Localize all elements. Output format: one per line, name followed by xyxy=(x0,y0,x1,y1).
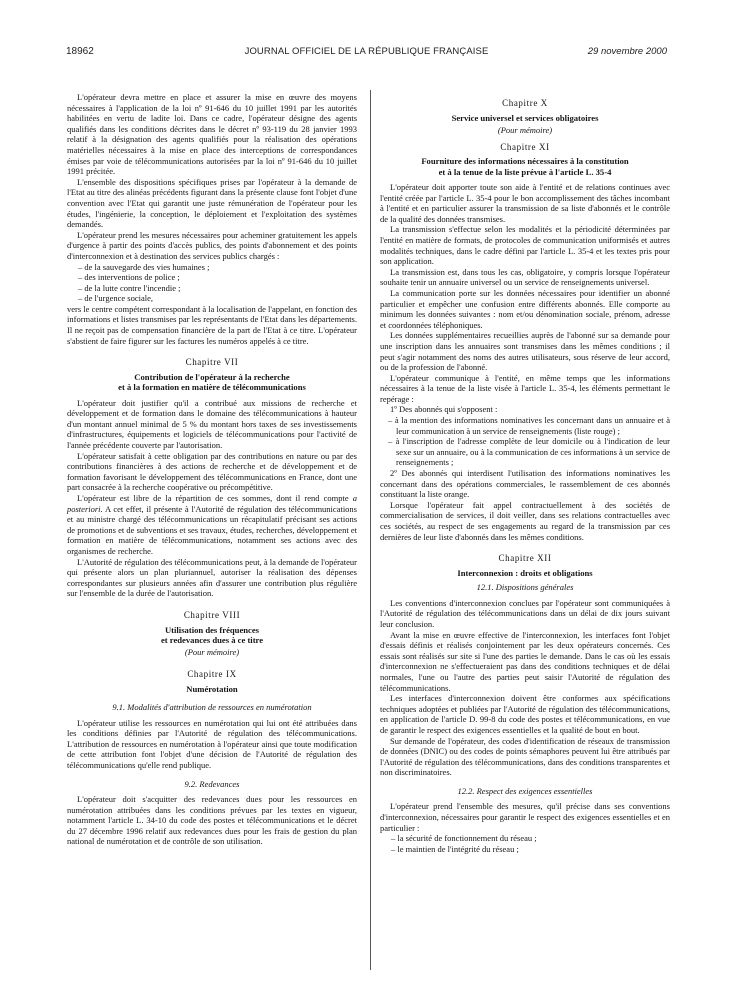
paragraph: L'opérateur devra mettre en place et assurer la mise en œuvre des moyens nécessaires à l'application de la loi nº 91-646 du 10 juillet 1991 par les autorités habilitées en vertu de ladite loi. Dans ce cadre, l'opérateur désigne des agents qualifiés dans les conditions décrites dans le décret nº 93-119 du 28 janvier 1993 relatif à la désignation des agents qualifiés pour la réalisation des opérations matérielles nécessaires à la mise en place des interceptions de correspondances émises par voie de télécommunications autorisées par la loi nº 91-646 du 10 juillet 1991 précitée. xyxy=(67,92,357,177)
publication-date: 29 novembre 2000 xyxy=(587,46,667,57)
paragraph: Avant la mise en œuvre effective de l'interconnexion, les interfaces font l'objet d'essais définis et réalisés conjointement par les deux opérateurs concernés. Ces essais sont réalisés sur site si l'une des parties le demande. Dans le cas où les essais d'interconnexion ne s'effectueraient pas dans des conditions techniques et de délai normales, l'une ou l'autre des parties peut saisir l'Autorité de régulation des télécommunications. xyxy=(380,629,670,693)
paragraph xyxy=(67,493,357,557)
chapter-title: Contribution de l'opérateur à la recherche xyxy=(134,371,290,382)
chapter-label: Chapitre XI xyxy=(500,141,550,152)
list-item: – à la mention des informations nominatives les concernant dans un annuaire et à leur communication à un service de renseignements (liste rouge) ; xyxy=(388,415,670,436)
chapter-title: Interconnexion : droits et obligations xyxy=(457,567,593,578)
chapter-title: et à la formation en matière de télécommunications xyxy=(118,382,306,393)
section-number: 12.1. xyxy=(476,582,494,593)
paragraph: L'opérateur doit apporter toute son aide à l'entité et de relations continues avec l'entité créée par l'article L. 35-4 pour le bon accomplissement des tâches incombant à l'entité et en particulier assurer la transmission de sa liste d'abonnés et le contrôle de la qualité des données transmises. xyxy=(380,182,670,224)
paragraph: Les conventions d'interconnexion conclues par l'opérateur sont communiquées à l'Autorité de régulation des télécommunications dans un délai de dix jours suivant leur conclusion. xyxy=(380,597,670,629)
paragraph: L'Autorité de régulation des télécommunications peut, à la demande de l'opérateur qui présente alors un plan pluriannuel, autoriser la réalisation des dépenses correspondantes sur plusieurs années afin d'assurer une contribution plus régulière sur l'ensemble de la durée de l'autorisation. xyxy=(67,556,357,599)
section-heading xyxy=(380,582,670,593)
paragraph: L'opérateur communique à l'entité, en même temps que les informations nécessaires à la tenue de la liste visée à l'article L. 35-4, les éléments permettant le repérage : xyxy=(380,372,670,404)
chapter-label: Chapitre XII xyxy=(498,553,552,564)
list-item: – de la lutte contre l'incendie ; xyxy=(78,282,181,293)
page-number: 18962 xyxy=(66,46,94,57)
memo-note: (Pour mémoire) xyxy=(497,125,553,135)
section-number: 12.2. xyxy=(457,785,475,796)
italic-text: a posteriori xyxy=(67,493,357,514)
paragraph: L'opérateur utilise les ressources en numérotation qui lui ont été attribuées dans les conditions définies par l'Autorité de régulation des télécommunications. L'attribution de ressources en numérotation à l'opérateur ainsi que toute modification de cette attribution font l'objet d'une décision de l'Autorité de régulation des télécommunications qu'elle rend publique. xyxy=(67,717,357,770)
paragraph: L'opérateur prend l'ensemble des mesures, qu'il précise dans ses conventions d'interconnexion, nécessaires pour garantir le respect des exigences essentielles et en particulier : xyxy=(380,801,670,833)
paragraph: Les interfaces d'interconnexion doivent être conformes aux spécifications techniques adoptées et publiées par l'Autorité de régulation des télécommunications, en application de l'article D. 99-8 du code des postes et télécommunications, en vue de garantir le respect des exigences essentielles et la qualité de bout en bout. xyxy=(380,693,670,735)
list-item: – le maintien de l'intégrité du réseau ; xyxy=(391,843,519,854)
paragraph: La communication porte sur les données nécessaires pour identifier un abonné particulier et empêcher une confusion entre différents abonnés. Elle comporte au minimum les données suivantes : nom et/ou dénomination sociale, prénom, adresse et coordonnées téléphoniques. xyxy=(380,287,670,330)
text-run: L'opérateur est libre de la répartition de ces sommes, dont il rend compte xyxy=(77,493,353,503)
chapter-label: Chapitre IX xyxy=(187,668,237,679)
page-header xyxy=(66,46,667,60)
section-number: 9.2. xyxy=(184,778,198,789)
paragraph: Sur demande de l'opérateur, des codes d'identification de réseaux de transmission de données (DNIC) ou des codes de points sémaphores peuvent lui être attribués par l'Autorité de régulation des télécommunications, dans des conditions transparentes et non discriminatoires. xyxy=(380,735,670,778)
left-column xyxy=(67,92,357,847)
section-number: 9.1. xyxy=(112,701,126,712)
section-title: Modalités d'attribution de ressources en numérotation xyxy=(127,701,312,712)
chapter-title: Service universel et services obligatoires xyxy=(451,112,599,123)
paragraph: vers le centre compétent correspondant à la localisation de l'appelant, en fonction des informations et listes transmises par les représentants de l'Etat dans les départements. Il ne reçoit pas de compensation financière de la part de l'Etat à ce titre. L'opérateur s'abstient de faire figurer sur les factures les numéros appelés à ce titre. xyxy=(67,303,357,346)
paragraph: La transmission est, dans tous les cas, obligatoire, y compris lorsque l'opérateur souhaite tenir un annuaire universel ou un service de renseignements universel. xyxy=(380,266,670,288)
chapter-label: Chapitre VIII xyxy=(183,609,241,620)
paragraph: Les données supplémentaires recueillies auprès de l'abonné sur sa demande pour une inscription dans les annuaires sont transmises dans les mêmes conditions ; il peut s'agir notamment des noms des autres utilisateurs, sous réserve de leur accord, ou de la profession de l'abonné. xyxy=(380,330,670,373)
chapter-title: et redevances dues à ce titre xyxy=(160,634,264,645)
section-title: Redevances xyxy=(199,778,240,789)
section-heading xyxy=(67,702,357,713)
text-run: . A cet effet, il présente à l'Autorité de régulation des télécommunications et au ministre chargé des télécommunications un récapitulatif précisant ses actions de promotions et de subventions et ses travaux, études, recherches, développement et formation en matière de télécommunications, notamment ses actions avec des organismes de recherche. xyxy=(67,503,357,556)
list-item: – de l'urgence sociale, xyxy=(78,293,154,304)
paragraph: Lorsque l'opérateur fait appel contractuellement à des sociétés de commercialisation de services, il doit veiller, dans ses relations contractuelles avec ces sociétés, au respect de ses engagements au regard de la transmission par ces dernières de leur liste d'abonnés dans les mêmes conditions. xyxy=(380,499,670,542)
paragraph: L'opérateur prend les mesures nécessaires pour acheminer gratuitement les appels d'urgence à partir des points d'accès publics, des points d'abonnement et des points d'interconnexion et à destination des services publics chargés : xyxy=(67,229,357,261)
chapter-label: Chapitre X xyxy=(502,98,548,108)
right-column xyxy=(380,92,670,854)
list-item: – de la sauvegarde des vies humaines ; xyxy=(78,261,210,272)
section-title: Respect des exigences essentielles xyxy=(476,785,593,796)
chapter-title: et à la tenue de la liste prévue à l'article L. 35-4 xyxy=(438,166,612,177)
paragraph: 2º Des abonnés qui interdisent l'utilisation des informations nominatives les concernant dans des opérations commerciales, le rassemblement de ces abonnés constituant la liste orange. xyxy=(380,468,670,500)
chapter-title: Utilisation des fréquences xyxy=(164,624,260,635)
paragraph: L'ensemble des dispositions spécifiques prises par l'opérateur à la demande de l'Etat au titre des alinéas précédents figurant dans la présente clause font l'objet d'une convention avec l'Etat qui garantit une juste rémunération de l'opérateur pour les études, l'ingénierie, la conception, le déploiement et l'exploitation des systèmes demandés. xyxy=(67,176,357,230)
list-item: – des interventions de police ; xyxy=(78,272,180,283)
paragraph: 1º Des abonnés qui s'opposent : xyxy=(390,404,498,415)
paragraph: L'opérateur satisfait à cette obligation par des contributions en nature ou par des contributions financières à des actions de recherche et de développement et de formation favorisant le développement des télécommunications en France, dont une part consacrée à la recherche coopérative ou précompétitive. xyxy=(67,450,357,493)
chapter-label: Chapitre VII xyxy=(185,357,239,368)
paragraph: L'opérateur doit justifier qu'il a contribué aux missions de recherche et développement et de formation dans le domaine des télécommunications à hauteur d'un montant annuel minimal de 5 % du montant hors taxes de ses investissements d'infrastructures, équipements et logiciels de télécommunications pour l'activité de l'année précédente couverte par l'autorisation. xyxy=(67,397,357,451)
column-divider xyxy=(370,90,371,970)
memo-note: (Pour mémoire) xyxy=(184,647,240,658)
section-title: Dispositions générales xyxy=(495,582,574,593)
section-heading xyxy=(67,779,357,790)
chapter-title: Fourniture des informations nécessaires à la constitution xyxy=(421,156,629,167)
paragraph: L'opérateur doit s'acquitter des redevances dues pour les ressources en numérotation attribuées dans les conditions prévues par les textes en vigueur, notamment l'article L. 34-10 du code des postes et télécommunications et le décret du 27 décembre 1996 relatif aux redevances dues pour les frais de gestion du plan national de numérotation et de contrôle de son utilisation. xyxy=(67,794,357,847)
chapter-title: Numérotation xyxy=(186,683,238,694)
list-item: – la sécurité de fonctionnement du réseau ; xyxy=(391,833,537,844)
section-heading xyxy=(380,786,670,797)
journal-title: JOURNAL OFFICIEL DE LA RÉPUBLIQUE FRANÇAISE xyxy=(244,46,489,57)
paragraph: La transmission s'effectue selon les modalités et la périodicité déterminées par l'entité en matière de formats, de protocoles de communication uniformisés et autres modalités techniques, dans le cadre défini par l'article L. 35-4 et les textes pris pour son application. xyxy=(380,224,670,267)
list-item: – à l'inscription de l'adresse complète de leur domicile ou à l'indication de leur sexe sur un annuaire, ou à la communication de ces informations à un service de renseignements ; xyxy=(388,436,670,468)
